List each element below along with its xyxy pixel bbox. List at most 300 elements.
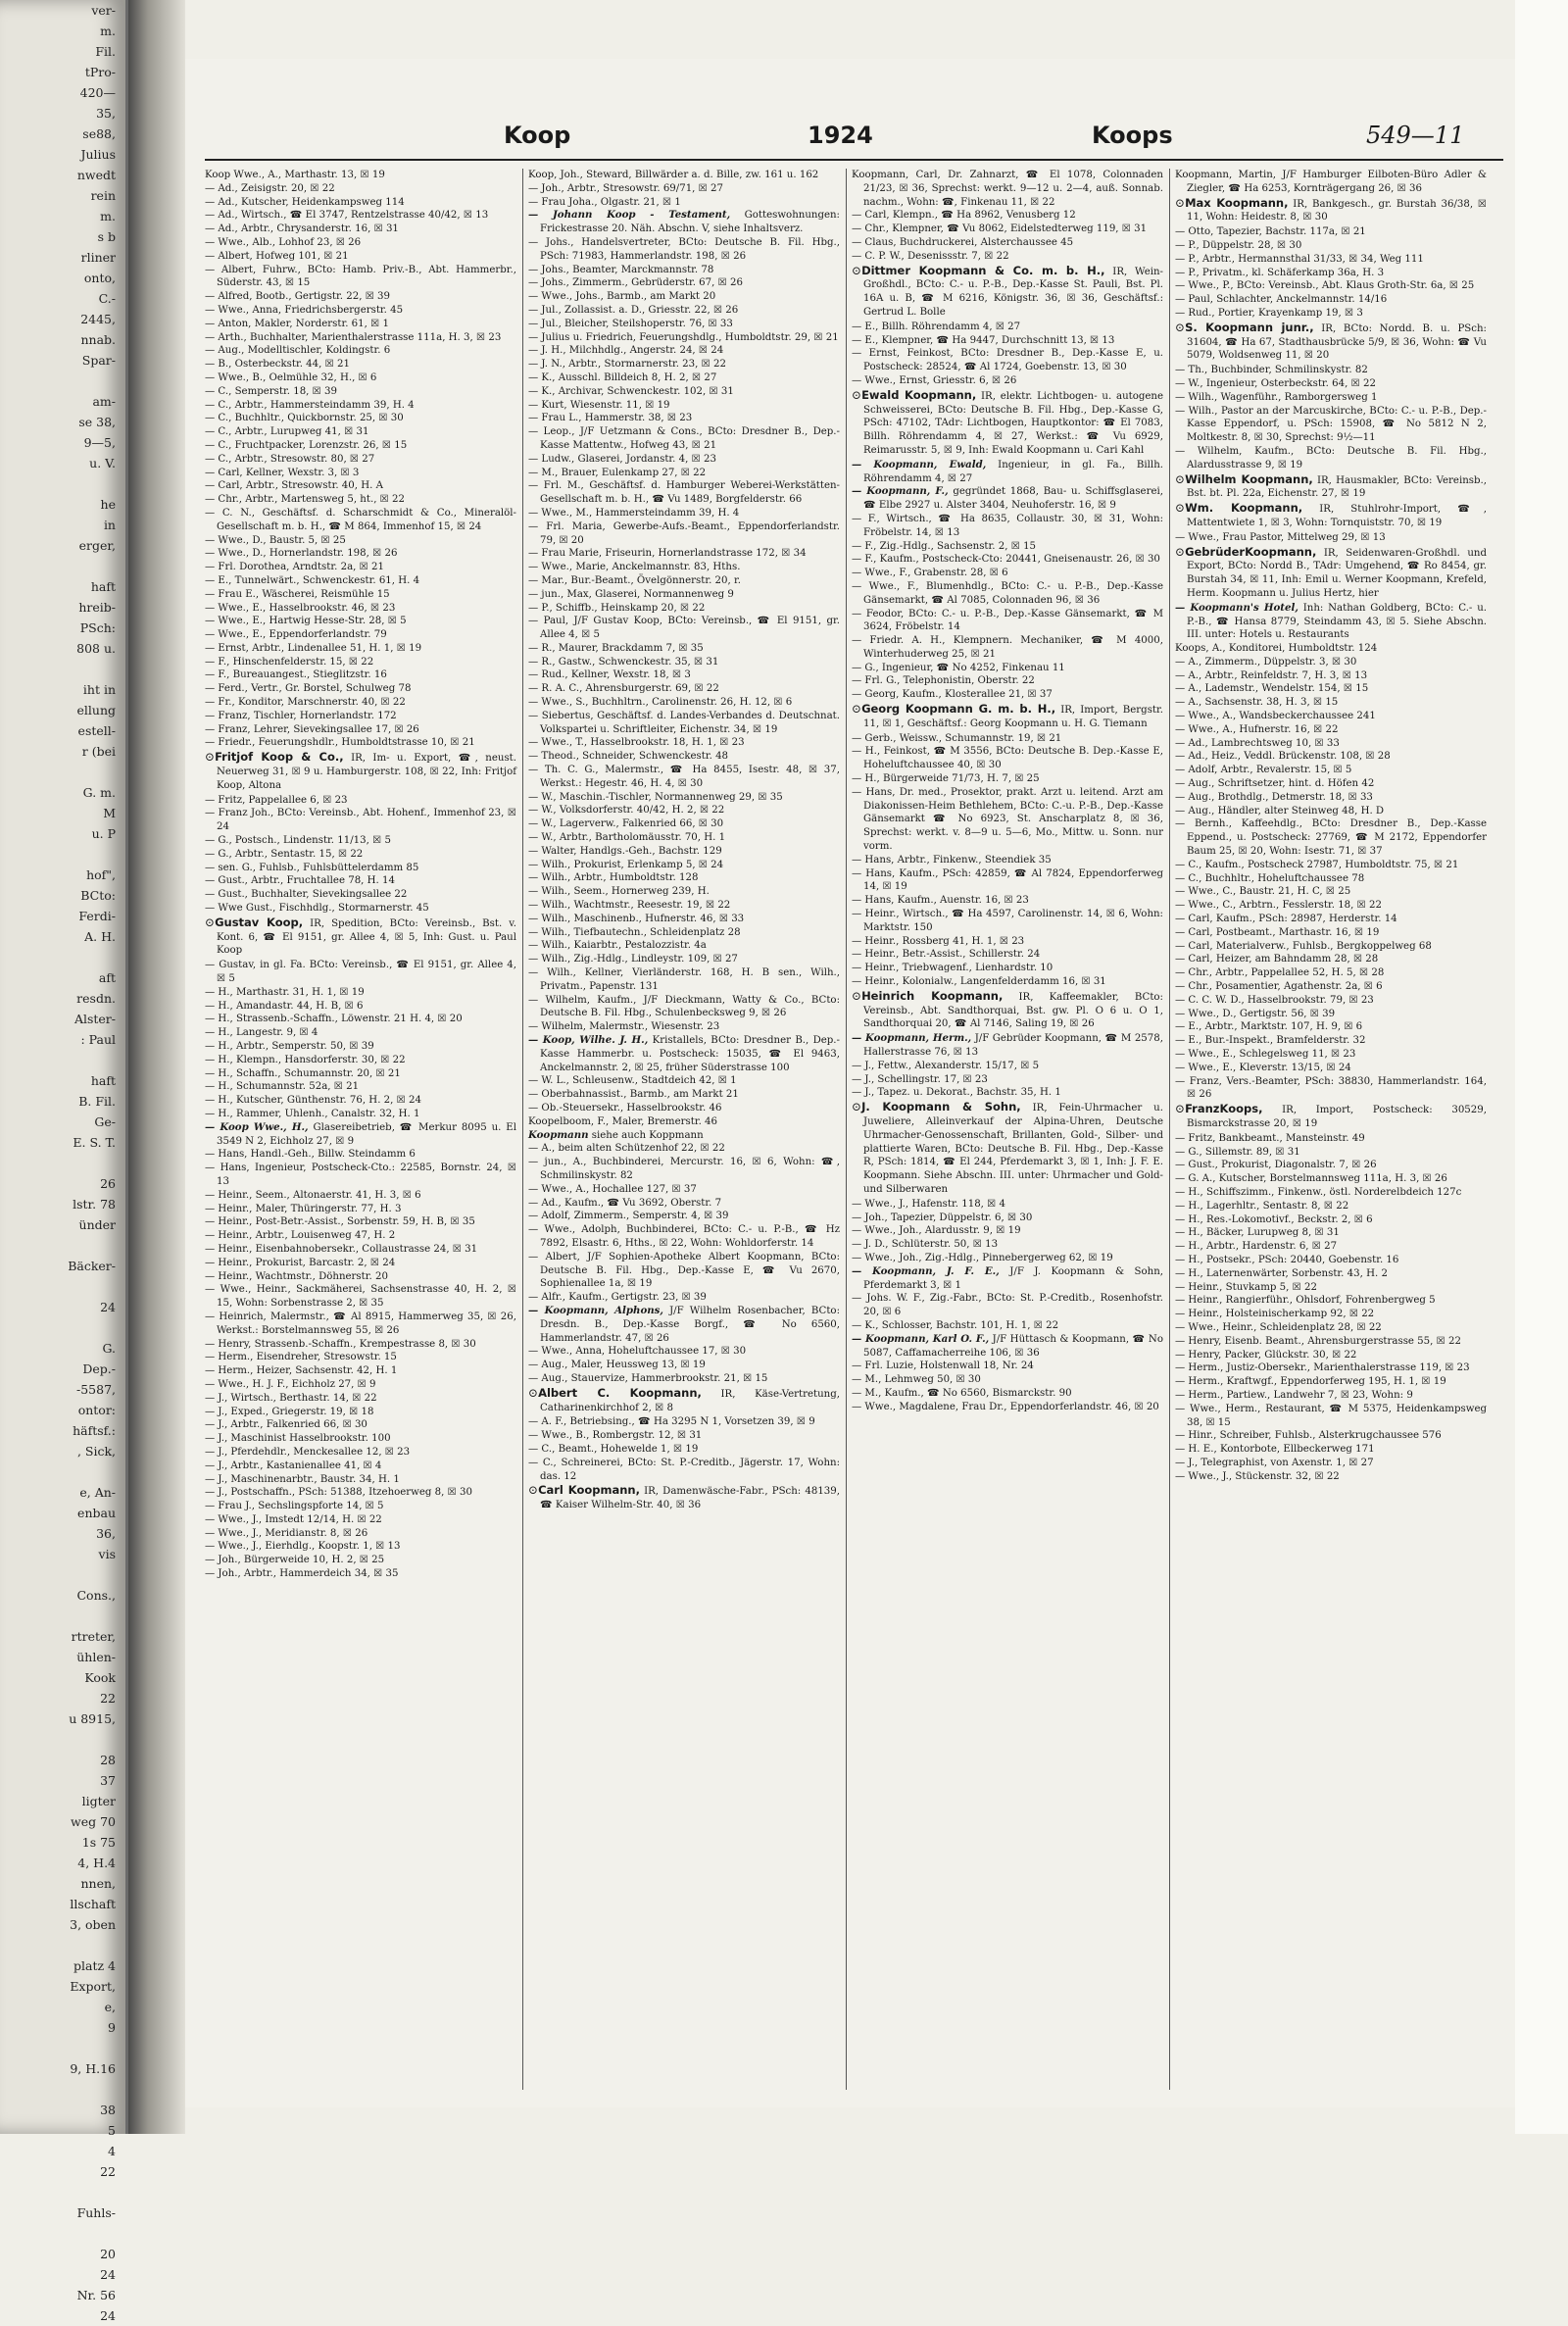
entry-text: — Wwe Gust., Fischhdlg., Stormarnerstr. 45: [205, 903, 429, 915]
entry-text: — J. H., Milchhdlg., Angerstr. 24, ☒ 24: [528, 345, 724, 357]
directory-entry: [852, 935, 1163, 949]
prev-page-line: e,: [104, 2000, 116, 2014]
entry-text: — Paul, J/F Gustav Koop, BCto: Vereinsb., ☎ El 9151, gr. Allee 4, ☒ 5: [528, 616, 840, 641]
directory-entry: [528, 1210, 840, 1223]
entry-name: — Koopmann, Ewald,: [852, 458, 987, 470]
directory-entry: [528, 1129, 840, 1143]
entry-text: — Wwe., Alb., Lohhof 23, ☒ 26: [205, 236, 362, 248]
directory-entry: [205, 588, 516, 602]
directory-entry: [205, 1243, 516, 1257]
prev-page-line: nnab.: [80, 332, 116, 347]
prev-page-line: [0, 762, 125, 782]
prev-page-line: u 8915,: [69, 1711, 116, 1726]
prev-page-line: 9, H.16: [70, 2061, 116, 2076]
prev-page-line: C.-: [98, 291, 116, 306]
entry-text: — J., Exped., Griegerstr. 19, ☒ 18: [205, 1406, 374, 1417]
directory-entry: [205, 1527, 516, 1541]
entry-text: — Wilh., Prokurist, Erlenkamp 5, ☒ 24: [528, 859, 724, 870]
prev-page-line: -5587,: [75, 1382, 116, 1397]
entry-text: — H., Kutscher, Günthenstr. 76, H. 2, ☒ 24: [205, 1095, 421, 1107]
entry-text: — B., Osterbeckstr. 44, ☒ 21: [205, 359, 350, 371]
entry-text: — Wwe., Johs., Barmb., am Markt 20: [528, 291, 716, 303]
directory-entry: [205, 385, 516, 399]
directory-entry: [1175, 994, 1487, 1008]
directory-entry: [528, 926, 840, 940]
entry-text: — H., Feinkost, ☎ M 3556, BCto: Deutsche B. Dep.-Kasse E, Hoheluftchaussee 40, ☒ 30: [852, 746, 1163, 771]
entry-name: — Koopmann, Herm.,: [852, 1032, 972, 1045]
entry-text: Ingenieur, in gl. Fa., Billh. Röhrendamm 4, ☒ 27: [863, 459, 1163, 484]
entry-text: — Ernst, Feinkost, BCto: Dresdner B., Dep.-Kasse E, u. Postscheck: 28524, ☎ Al 1724, Goebenstr. 13, ☒ 30: [852, 348, 1163, 373]
directory-entry: [528, 602, 840, 616]
directory-entry: [852, 867, 1163, 895]
directory-entry: [1175, 1008, 1487, 1021]
entry-text: — Aug., Modelltischler, Koldingstr. 6: [205, 345, 391, 357]
entry-text: — Heinr., Triebwagenf., Lienhardstr. 10: [852, 963, 1054, 974]
entry-text: — H., Bäcker, Lurupweg 8, ☒ 31: [1175, 1227, 1340, 1239]
prev-page-line: ellung: [76, 703, 116, 718]
directory-entry: [205, 1446, 516, 1460]
directory-entry: [528, 791, 840, 805]
entry-text: — Wilhelm, Kaufm., J/F Dieckmann, Watty & Co., BCto: Deutsche B. Fil. Hbg., Schulenbecksweg 9, ☒ 26: [528, 994, 840, 1019]
directory-entry: [852, 374, 1163, 388]
entry-text: — H., Laternenwärter, Sorbenstr. 43, H. 2: [1175, 1267, 1388, 1279]
directory-entry: [1175, 1075, 1487, 1103]
entry-text: — P., Düppelstr. 28, ☒ 30: [1175, 239, 1302, 251]
entry-text: — W., Lagerverw., Falkenried 66, ☒ 30: [528, 818, 724, 830]
entry-text: — Heinr., Holsteinischerkamp 92, ☒ 22: [1175, 1309, 1375, 1320]
directory-entry: [528, 966, 840, 994]
column-3: [852, 169, 1163, 2095]
prev-page-line: 35,: [96, 106, 116, 121]
directory-entry: [205, 1108, 516, 1121]
header-right-keyword: Koops: [1092, 122, 1173, 149]
directory-entry: [1175, 364, 1487, 377]
directory-entry: [205, 862, 516, 875]
directory-entry: [205, 668, 516, 682]
entry-text: — Joh., Bürgerweide 10, H. 2, ☒ 25: [205, 1555, 385, 1566]
entry-text: — Heinr., Kolonialw., Langenfelderdamm 16, ☒ 31: [852, 976, 1106, 988]
entry-text: — Adolf, Arbtr., Revalerstr. 15, ☒ 5: [1175, 765, 1352, 776]
entry-text: J/F J. Koopmann & Sohn, Pferdemarkt 3, ☒ 1: [863, 1265, 1163, 1291]
entry-text: — P., Privatm., kl. Schäferkamp 36a, H. 3: [1175, 267, 1385, 278]
entry-text: — Ob.-Steuersekr., Hasselbrookstr. 46: [528, 1102, 722, 1114]
entry-text: — C., Semperstr. 18, ☒ 39: [205, 385, 337, 397]
prev-page-line: Bäcker-: [68, 1259, 116, 1273]
directory-entry: [852, 1032, 1163, 1060]
entry-text: — Wilh., Wachtmstr., Reesestr. 19, ☒ 22: [528, 900, 731, 912]
directory-entry: [205, 642, 516, 656]
directory-entry: [528, 736, 840, 750]
directory-entry: [852, 908, 1163, 935]
entry-text: — Frl. Luzie, Holstenwall 18, Nr. 24: [852, 1361, 1034, 1372]
prev-page-line: [0, 1050, 125, 1070]
prev-page-line: se 38,: [78, 415, 116, 429]
directory-entry: [528, 507, 840, 520]
directory-entry: [205, 479, 516, 493]
entry-text: Glasereibetrieb, ☎ Merkur 8095 u. El 3549 N 2, Eichholz 27, ☒ 9: [217, 1121, 516, 1147]
entry-name: Heinrich Koopmann,: [861, 988, 1004, 1003]
entry-text: — J., Schellingstr. 17, ☒ 23: [852, 1073, 988, 1085]
directory-entry: [205, 1215, 516, 1229]
directory-entry: [528, 1291, 840, 1305]
directory-entry: [852, 1212, 1163, 1225]
firm-entry: [1175, 1103, 1487, 1131]
entry-text: — Rud., Portier, Krayenkamp 19, ☒ 3: [1175, 307, 1363, 319]
entry-text: — Wwe., Heinr., Sackmäherei, Sachsenstrasse 40, H. 2, ☒ 15, Wohn: Sorbenstrasse 2, ☒ 35: [205, 1284, 516, 1310]
prev-page-line: haft: [90, 1073, 116, 1088]
entry-text: — C., Beamt., Hohewelde 1, ☒ 19: [528, 1443, 699, 1455]
entry-name: Max Koopmann,: [1185, 195, 1289, 210]
prev-page-line: Cons.,: [76, 1588, 116, 1603]
directory-entry: [1175, 980, 1487, 994]
entry-text: IR, Im- u. Export, ☎, neust. Neuerweg 31, ☒ 9 u. Hamburgerstr. 108, ☒ 22, Inh: Fritjof Koop, Altona: [217, 753, 517, 791]
entry-text: — Claus, Buchdruckerei, Alsterchaussee 45: [852, 236, 1074, 248]
firm-entry: [528, 1484, 840, 1512]
entry-text: — K., Ausschl. Billdeich 8, H. 2, ☒ 27: [528, 371, 717, 383]
column-2: [528, 169, 840, 2095]
prev-page-line: 26: [100, 1176, 116, 1191]
directory-entry: [205, 1067, 516, 1081]
entry-text: — Arth., Buchhalter, Marienthalerstrasse 111a, H. 3, ☒ 23: [205, 331, 502, 343]
directory-entry: [1175, 239, 1487, 253]
prev-page-line: [0, 2079, 125, 2100]
entry-name: FranzKoops,: [1185, 1102, 1263, 1116]
directory-entry: [205, 696, 516, 710]
entry-text: — Carl, Kaufm., PSch: 28987, Herderstr. 14: [1175, 914, 1397, 925]
directory-entry: [205, 888, 516, 902]
firm-entry: [852, 389, 1163, 458]
entry-text: — Wwe., A., Hochallee 127, ☒ 37: [528, 1183, 697, 1195]
directory-entry: [528, 764, 840, 791]
entry-text: — Wwe., S., Buchhltrn., Carolinenstr. 26, H. 12, ☒ 6: [528, 697, 793, 709]
directory-entry: [852, 1252, 1163, 1265]
entry-text: — Ludw., Glaserei, Jordanstr. 4, ☒ 23: [528, 453, 716, 465]
prev-page-line: Spar-: [81, 353, 116, 368]
entry-text: — H., Bürgerweide 71/73, H. 7, ☒ 25: [852, 773, 1040, 785]
prev-page-line: vis: [98, 1547, 116, 1561]
directory-entry: [1175, 737, 1487, 751]
entry-text: Koopmann, Martin, J/F Hamburger Eilboten-Büro Adler & Ziegler, ☎ Ha 6253, Kornträgergang 26, ☒ 36: [1175, 170, 1487, 194]
prev-page-line: onto,: [83, 271, 116, 285]
prev-page-line: he: [100, 497, 116, 512]
directory-entry: [528, 1197, 840, 1211]
directory-entry: [528, 1020, 840, 1034]
entry-text: — Wwe., E., Schlegelsweg 11, ☒ 23: [1175, 1049, 1356, 1060]
entry-text: — Wwe., E., Hartwig Hesse-Str. 28, ☒ 5: [205, 616, 407, 627]
prev-page-line: [0, 473, 125, 494]
directory-entry: [1175, 377, 1487, 391]
directory-entry: [852, 1198, 1163, 1212]
entry-text: — Fritz, Bankbeamt., Mansteinstr. 49: [1175, 1132, 1365, 1144]
prev-page-line: 9—5,: [83, 435, 116, 450]
prev-page-line: 2445,: [80, 312, 116, 326]
prev-page-line: m.: [100, 209, 116, 223]
entry-text: — Wwe., Frau Pastor, Mittelweg 29, ☒ 13: [1175, 531, 1386, 543]
directory-entry: [205, 493, 516, 507]
directory-entry: [1175, 1443, 1487, 1457]
directory-entry: [205, 1460, 516, 1473]
directory-entry: [1175, 602, 1487, 642]
entry-name: — Koopmann, Karl O. F.,: [852, 1332, 990, 1345]
directory-entry: [528, 561, 840, 574]
directory-entry: [528, 196, 840, 210]
entry-text: — Wilhelm, Malermstr., Wiesenstr. 23: [528, 1021, 720, 1033]
directory-entry: [205, 723, 516, 737]
directory-entry: [1175, 817, 1487, 858]
entry-text: — F., Zig.-Hdlg., Sachsenstr. 2, ☒ 15: [852, 540, 1037, 552]
directory-entry: [1175, 1226, 1487, 1240]
entry-text: — K., Archivar, Schwenckestr. 102, ☒ 31: [528, 385, 734, 397]
entry-text: — Johs., Handelsvertreter, BCto: Deutsche B. Fil. Hbg., PSch: 71983, Hammerlandstr. 198, ☒ 26: [528, 236, 840, 262]
entry-text: — Wwe., Marie, Anckelmannstr. 83, Hths.: [528, 562, 741, 573]
directory-entry: [852, 540, 1163, 554]
entry-text: — Hinr., Schreiber, Fuhlsb., Alsterkrugchaussee 576: [1175, 1430, 1442, 1442]
entry-text: J/F Hüttasch & Koopmann, ☎ No 5087, Caffamacherreihe 106, ☒ 36: [863, 1333, 1163, 1359]
directory-entry: [1175, 279, 1487, 293]
prev-page-line: [0, 947, 125, 967]
entry-text: — Wwe., C., Baustr. 21, H. C, ☒ 25: [1175, 886, 1351, 898]
entry-text: — Wwe., J., Eierhdlg., Koopstr. 1, ☒ 13: [205, 1541, 401, 1553]
directory-entry: [528, 682, 840, 696]
entry-text: — Aug., Schriftsetzer, hint. d. Höfen 42: [1175, 778, 1375, 790]
directory-entry: [205, 331, 516, 345]
entry-name: — Koopmann, F.,: [852, 485, 949, 498]
entry-text: — Wilh., Arbtr., Humboldtstr. 128: [528, 872, 699, 884]
entry-text: — H. E., Kontorbote, Ellbeckerweg 171: [1175, 1444, 1375, 1456]
entry-name: — Koop Wwe., H.,: [205, 1120, 309, 1133]
directory-entry: [852, 485, 1163, 513]
prev-page-line: rtreter,: [71, 1629, 116, 1644]
entry-text: — F., Wirtsch., ☎ Ha 8635, Collaustr. 30, ☒ 31, Wohn: Fröbelstr. 14, ☒ 13: [852, 513, 1163, 538]
entry-text: — Wwe., J., Hafenstr. 118, ☒ 4: [852, 1198, 1006, 1210]
prev-page-line: ühlen-: [76, 1650, 116, 1664]
directory-entry: [528, 1223, 840, 1251]
entry-text: — H., Schiffszimm., Finkenw., östl. Norderelbdeich 127c: [1175, 1186, 1462, 1198]
prev-page-line: 37: [100, 1773, 116, 1788]
directory-entry: [1175, 913, 1487, 926]
directory-entry: [205, 1486, 516, 1500]
entry-text: IR, Käse-Vertretung, Catharinenkirchhof 2, ☒ 8: [540, 1388, 841, 1413]
prev-page-line: [0, 1729, 125, 1750]
entry-text: — Th., Buchbinder, Schmilinskystr. 82: [1175, 365, 1368, 376]
directory-entry: [528, 1372, 840, 1386]
entry-text: — Julius u. Friedrich, Feuerungshdlg., Humboldtstr. 29, ☒ 21: [528, 331, 839, 343]
directory-entry: [528, 1305, 840, 1345]
directory-entry: [205, 1013, 516, 1026]
directory-entry: [528, 318, 840, 331]
directory-entry: [852, 1224, 1163, 1238]
directory-entry: [1175, 859, 1487, 872]
prev-page-line: 22: [100, 2164, 116, 2179]
entry-text: — Hans, Ingenieur, Postscheck-Cto.: 22585, Bornstr. 24, ☒ 13: [205, 1163, 516, 1187]
entry-text: — Carl, Postbeamt., Marthastr. 16, ☒ 19: [1175, 926, 1380, 938]
entry-text: — Gustav, in gl. Fa. BCto: Vereinsb., ☎ El 9151, gr. Allee 4, ☒ 5: [205, 960, 516, 985]
directory-entry: [1175, 791, 1487, 805]
directory-entry: [528, 899, 840, 913]
directory-entry: [852, 674, 1163, 688]
entry-text: IR, Seidenwaren-Großhdl. und Export, BCto: Nordd B., TAdr: Umgehend, ☎ Ro 8454, gr. Burstah 34, ☒ 11, Inh: Emil u. Werner Koopmann, Krefeld, Herm. Koopmann u. Julius Hertz, hier: [1187, 547, 1487, 599]
directory-entry: [205, 1080, 516, 1094]
directory-entry: [528, 1034, 840, 1074]
entry-text: — Wwe., Ernst, Griesstr. 6, ☒ 26: [852, 374, 1017, 386]
entry-name: — Koopmann, J. F. E.,: [852, 1264, 1000, 1277]
directory-entry: [1175, 1240, 1487, 1254]
entry-text: — Wwe., D., Hornerlandstr. 198, ☒ 26: [205, 548, 398, 560]
directory-entry: [852, 948, 1163, 962]
prev-page-line: 24: [100, 2308, 116, 2323]
directory-entry: [528, 1429, 840, 1443]
directory-entry: [852, 567, 1163, 580]
prev-page-line: [0, 371, 125, 391]
entry-text: — W., Arbtr., Bartholomäusstr. 70, H. 1: [528, 832, 726, 844]
directory-entry: [852, 169, 1163, 209]
directory-entry: [1175, 723, 1487, 737]
page-header: [205, 116, 1508, 155]
prev-page-line: 5: [108, 2123, 116, 2138]
directory-entry: [205, 547, 516, 561]
entry-text: — G. A., Kutscher, Borstelmannsweg 111a, H. 3, ☒ 26: [1175, 1173, 1447, 1185]
prev-page-line: r (bei: [81, 744, 116, 759]
entry-text: — W., Volksdorferstr. 40/42, H. 2, ☒ 22: [528, 805, 725, 817]
directory-entry: [1175, 1457, 1487, 1470]
entry-text: — Otto, Tapezier, Bachstr. 117a, ☒ 21: [1175, 226, 1366, 238]
entry-text: — Wilh., Wagenführ., Ramborgersweg 1: [1175, 391, 1378, 403]
prev-page-line: [0, 1935, 125, 1955]
entry-text: — A., Lademstr., Wendelstr. 154, ☒ 15: [1175, 683, 1369, 695]
prev-page-line: 24: [100, 1300, 116, 1314]
entry-text: — A. F., Betriebsing., ☎ Ha 3295 N 1, Vorsetzen 39, ☒ 9: [528, 1416, 815, 1428]
entry-text: Kristallels, BCto: Dresdner B., Dep.-Kasse Hammerbr. u. Postscheck: 15035, ☎ El 9463, Anckelmannstr. 2, ☒ 25, früher Süderstrasse 100: [540, 1035, 840, 1073]
entry-text: — P., Arbtr., Hermannsthal 31/33, ☒ 34, Weg 111: [1175, 253, 1424, 265]
entry-text: — Aug., Maler, Heussweg 13, ☒ 19: [528, 1360, 706, 1371]
directory-entry: [528, 520, 840, 548]
directory-entry: [1175, 885, 1487, 899]
entry-text: — Wwe., J., Stückenstr. 32, ☒ 22: [1175, 1470, 1340, 1482]
prev-page-line: 4: [108, 2144, 116, 2158]
column-1: [205, 169, 516, 2095]
directory-entry: [528, 588, 840, 602]
entry-text: — Friedr., Feuerungshdlr., Humboldtstrasse 10, ☒ 21: [205, 737, 475, 749]
directory-entry: [205, 412, 516, 425]
directory-entry: [528, 399, 840, 413]
prev-page-line: Alster-: [74, 1012, 116, 1026]
prev-page-line: , Sick,: [76, 1444, 116, 1459]
directory-entry: [1175, 1172, 1487, 1186]
entry-text: — Hans, Dr. med., Prosektor, prakt. Arzt u. leitend. Arzt am Diakonissen-Heim Bethlehem, BCto: C.-u. P.-B., Dep.-Kasse Gänsemarkt ☎ No 6923, St. Anscharplatz 8, ☒ 36, Sprechst: werkt. v. 8—9 u. 5—6, Mo., Mittw. u. Sonn. nur vorm.: [852, 786, 1163, 853]
column-divider: [522, 169, 523, 2090]
directory-entry: [852, 634, 1163, 662]
directory-entry: [528, 656, 840, 669]
prev-page-line: weg 70: [71, 1814, 116, 1829]
entry-text: — H., Lagerhltr., Sentastr. 8, ☒ 22: [1175, 1200, 1349, 1212]
entry-text: — Wwe., T., Hasselbrookstr. 18, H. 1, ☒ 23: [528, 737, 745, 749]
directory-entry: [205, 1567, 516, 1581]
directory-entry: [205, 1406, 516, 1419]
entry-text: — Johs., Beamter, Marckmannstr. 78: [528, 264, 714, 275]
entry-text: — Wilh., Kellner, Vierländerstr. 168, H. B sen., Wilh., Privatm., Papenstr. 131: [528, 967, 840, 992]
entry-name: Wm. Koopmann,: [1185, 501, 1303, 516]
directory-entry: [205, 794, 516, 808]
entry-text: — F., Bureauangest., Stieglitzstr. 16: [205, 669, 387, 681]
entry-text: — J. D., Schlüterstr. 50, ☒ 13: [852, 1239, 999, 1251]
directory-entry: [528, 574, 840, 588]
entry-text: — Hans, Kaufm., PSch: 42859, ☎ Al 7824, Eppendorferweg 14, ☒ 19: [852, 867, 1163, 893]
directory-entry: [852, 321, 1163, 334]
directory-entry: [205, 264, 516, 291]
directory-entry: [528, 547, 840, 561]
prev-page-line: iht in: [82, 682, 116, 697]
directory-entry: [528, 859, 840, 872]
directory-entry: [205, 304, 516, 318]
directory-entry: [205, 1540, 516, 1554]
directory-entry: [1175, 1389, 1487, 1403]
entry-text: — H., Amandastr. 44, H. B, ☒ 6: [205, 1000, 364, 1012]
entry-text: — Wwe., M., Hammersteindamm 39, H. 4: [528, 507, 740, 519]
directory-entry: [205, 1189, 516, 1203]
prev-page-line: 22: [100, 1691, 116, 1706]
directory-entry: [1175, 1308, 1487, 1321]
directory-entry: [1175, 1335, 1487, 1349]
entry-text: — Gust., Prokurist, Diagonalstr. 7, ☒ 26: [1175, 1160, 1377, 1171]
directory-entry: [852, 745, 1163, 772]
directory-entry: [528, 331, 840, 345]
prev-page-line: platz 4: [74, 1958, 116, 1973]
directory-entry: [1175, 1020, 1487, 1034]
directory-entry: [205, 439, 516, 453]
entry-text: — Ferd., Vertr., Gr. Borstel, Schulweg 78: [205, 683, 412, 695]
directory-entry: [528, 182, 840, 196]
entry-text: — Carl, Arbtr., Stresowstr. 40, H. A: [205, 480, 383, 492]
entry-text: — J., Pferdehdlr., Menckesallee 12, ☒ 23: [205, 1446, 411, 1458]
entry-text: — Th. C. G., Malermstr., ☎ Ha 8455, Isestr. 48, ☒ 37, Werkst.: Hegestr. 46, H. 4, ☒ 30: [528, 765, 840, 789]
entry-text: — Gust., Arbtr., Fruchtallee 78, H. 14: [205, 875, 395, 887]
entry-name: Carl Koopmann,: [538, 1483, 640, 1498]
directory-entry: [528, 750, 840, 764]
prev-page-line: lstr. 78: [73, 1197, 116, 1212]
entry-text: — J., Arbtr., Falkenried 66, ☒ 30: [205, 1419, 368, 1431]
prev-page-line: Fuhls-: [76, 2205, 116, 2220]
entry-text: — Wwe., F., Grabenstr. 28, ☒ 6: [852, 568, 1008, 579]
directory-entry: [205, 467, 516, 480]
entry-text: — Heinr., Arbtr., Louisenweg 47, H. 2: [205, 1230, 396, 1242]
entry-text: — A., beim alten Schützenhof 22, ☒ 22: [528, 1143, 725, 1155]
directory-entry: [1175, 899, 1487, 913]
firm-entry: [1175, 322, 1487, 363]
entry-text: IR, Bankgesch., gr. Burstah 36/38, ☒ 11, Wohn: Heidestr. 8, ☒ 30: [1187, 198, 1487, 223]
prev-page-line: [0, 1461, 125, 1482]
entry-text: IR, Spedition, BCto: Vereinsb., Bst. v. Kont. 6, ☎ El 9151, gr. Allee 4, ☒ 5, Inh: Gust. u. Paul Koop: [217, 917, 516, 957]
entry-text: — A., Arbtr., Reinfeldstr. 7, H. 3, ☒ 13: [1175, 669, 1368, 681]
entry-text: — Heinr., Seem., Altonaerstr. 41, H. 3, ☒ 6: [205, 1189, 421, 1201]
entry-text: — Ad., Wirtsch., ☎ El 3747, Rentzelstrasse 40/42, ☒ 13: [205, 210, 489, 222]
prev-page-line: e, An-: [79, 1485, 116, 1500]
directory-entry: [528, 304, 840, 318]
entry-text: — C., Schreinerei, BCto: St. P.-Creditb., Jägerstr. 17, Wohn: das. 12: [528, 1457, 840, 1482]
entry-text: — Gerb., Weissw., Schumannstr. 19, ☒ 21: [852, 732, 1062, 744]
entry-text: — Leop., J/F Uetzmann & Cons., BCto: Dresdner B., Dep.-Kasse Mattentw., Hofweg 43, ☒ 21: [528, 426, 840, 451]
directory-entry: [528, 1183, 840, 1197]
prev-page-line: [0, 2223, 125, 2244]
entry-text: gegründet 1868, Bau- u. Schiffsglaserei, ☎ Elbe 2927 u. Alster 3404, Neuhoferstr. 16, ☒ 9: [863, 486, 1163, 512]
entry-text: — Mar., Bur.-Beamt., Övelgönnerstr. 20, r.: [528, 574, 741, 586]
prev-page-line: BCto:: [80, 888, 116, 903]
prev-page-line: G.: [102, 1341, 116, 1356]
directory-entry: [1175, 656, 1487, 669]
prev-page-line: m.: [100, 24, 116, 38]
directory-entry: [205, 1432, 516, 1446]
entry-text: — C. C. W. D., Hasselbrookstr. 79, ☒ 23: [1175, 994, 1374, 1006]
entry-text: — C., Fruchtpacker, Lorenzstr. 26, ☒ 15: [205, 439, 408, 451]
